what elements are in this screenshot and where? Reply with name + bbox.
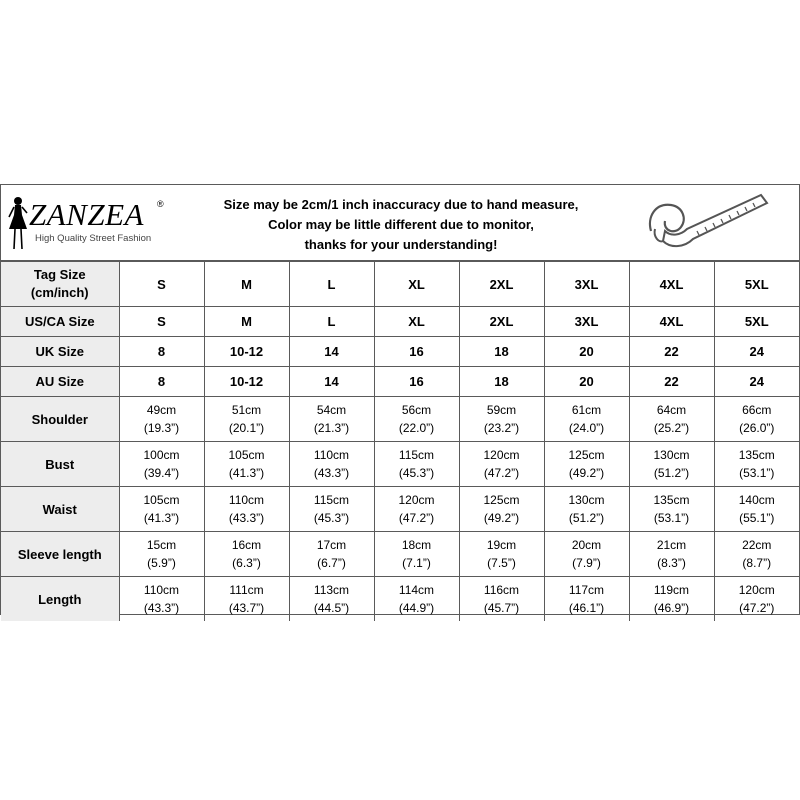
measurement-cell (289, 532, 374, 577)
measurement-cm: 66cm (742, 403, 772, 417)
size-row (1, 262, 799, 307)
size-cell: 8 (119, 367, 204, 397)
size-row (1, 307, 799, 337)
size-cell: 24 (714, 337, 799, 367)
measurement-cm: 119cm (653, 583, 690, 597)
measurement-cm: 16cm (231, 538, 262, 552)
size-cell: 4XL (629, 307, 714, 337)
measurement-cell (714, 532, 799, 577)
measurement-cm: 135cm (738, 448, 775, 462)
row-label-text: Tag Size (33, 267, 86, 282)
measurement-cell (119, 397, 204, 442)
size-cell: 22 (629, 367, 714, 397)
measurement-inch: (5.9”) (147, 556, 176, 570)
measurement-cell (629, 487, 714, 532)
measurement-cell (629, 532, 714, 577)
measurement-cell (374, 487, 459, 532)
measurement-cell (374, 532, 459, 577)
measurement-cm: 110cm (228, 493, 265, 507)
measurement-cm: 49cm (146, 403, 177, 417)
measurement-inch: (22.0”) (398, 421, 435, 435)
size-cell: 16 (374, 337, 459, 367)
measurement-cell (714, 487, 799, 532)
measure-row (1, 397, 799, 442)
measurement-cm: 20cm (571, 538, 602, 552)
measurement-inch: (19.3”) (143, 421, 180, 435)
measurement-cm: 120cm (483, 448, 520, 462)
measurement-inch: (39.4”) (143, 466, 180, 480)
measurement-cell (459, 577, 544, 622)
measurement-cm: 61cm (571, 403, 602, 417)
measurement-inch: (43.3”) (228, 511, 265, 525)
size-cell: 10-12 (204, 367, 289, 397)
measurement-inch: (7.5”) (487, 556, 516, 570)
measurement-cell (714, 442, 799, 487)
size-cell: 8 (119, 337, 204, 367)
size-cell: S (119, 262, 204, 307)
size-cell: L (289, 307, 374, 337)
measurement-cm: 114cm (398, 583, 435, 597)
measurement-cm: 130cm (568, 493, 605, 507)
measurement-cm: 54cm (316, 403, 347, 417)
measurement-cell (544, 532, 629, 577)
measurement-inch: (55.1”) (739, 511, 775, 525)
chart-header (1, 185, 799, 261)
size-cell: 10-12 (204, 337, 289, 367)
registered-mark: ® (157, 199, 164, 209)
measurement-cm: 110cm (313, 448, 350, 462)
row-label: Length (1, 577, 119, 622)
measurement-inch: (26.0”) (739, 421, 775, 435)
row-label (1, 367, 119, 397)
size-cell: 24 (714, 367, 799, 397)
measurement-inch: (44.5”) (313, 601, 350, 615)
size-cell: XL (374, 307, 459, 337)
measurement-inch: (53.1”) (653, 511, 690, 525)
measurement-cm: 111cm (229, 583, 264, 597)
measure-row (1, 577, 799, 622)
measurement-inch: (53.1”) (739, 466, 775, 480)
measurement-cell (119, 442, 204, 487)
measurement-cm: 18cm (401, 538, 432, 552)
measurement-inch: (21.3”) (313, 421, 350, 435)
measurement-cell (714, 397, 799, 442)
measurement-cm: 135cm (653, 493, 690, 507)
notice-line: Size may be 2cm/1 inch inaccuracy due to hand measure, (223, 197, 579, 212)
size-cell: 3XL (544, 307, 629, 337)
measurement-inch: (8.3”) (657, 556, 686, 570)
measurement-inch: (20.1”) (228, 421, 265, 435)
size-row (1, 337, 799, 367)
size-cell: M (204, 307, 289, 337)
size-cell: 14 (289, 337, 374, 367)
measurement-cell (714, 577, 799, 622)
measurement-cell (289, 487, 374, 532)
measurement-inch: (25.2”) (653, 421, 690, 435)
measurement-cell (629, 577, 714, 622)
measurement-inch: (45.3”) (398, 466, 435, 480)
size-cell: 3XL (544, 262, 629, 307)
measurement-notice (191, 195, 611, 255)
measurement-cm: 15cm (146, 538, 177, 552)
measurement-cell (289, 442, 374, 487)
size-cell: 5XL (714, 307, 799, 337)
woman-silhouette-icon (7, 195, 29, 253)
size-row (1, 367, 799, 397)
row-label: Sleeve length (1, 532, 119, 577)
measurement-cm: 115cm (398, 448, 435, 462)
measurement-inch: (41.3”) (228, 466, 265, 480)
measurement-inch: (51.2”) (568, 511, 605, 525)
measurement-cell (629, 397, 714, 442)
row-label-text: UK Size (35, 343, 84, 359)
measurement-cell (204, 397, 289, 442)
row-label: Shoulder (1, 397, 119, 442)
measuring-tape-icon (641, 191, 771, 255)
measurement-cm: 130cm (653, 448, 690, 462)
measurement-inch: (45.3”) (313, 511, 350, 525)
size-cell: L (289, 262, 374, 307)
measure-row (1, 442, 799, 487)
measurement-cell (459, 487, 544, 532)
measurement-cm: 19cm (486, 538, 517, 552)
measurement-inch: (7.1”) (402, 556, 431, 570)
measurement-inch: (7.9”) (572, 556, 601, 570)
size-cell: XL (374, 262, 459, 307)
size-cell: 20 (544, 337, 629, 367)
measurement-cell (459, 442, 544, 487)
measurement-inch: (8.7”) (742, 556, 772, 570)
size-cell: 2XL (459, 307, 544, 337)
measurement-cell (289, 397, 374, 442)
measurement-inch: (47.2”) (739, 601, 775, 615)
measurement-inch: (49.2”) (568, 466, 605, 480)
measurement-cell (459, 532, 544, 577)
measurement-cm: 116cm (483, 583, 520, 597)
row-label: Waist (1, 487, 119, 532)
measurement-cell (204, 442, 289, 487)
size-cell: 14 (289, 367, 374, 397)
brand-name: ZANZEA (29, 197, 144, 232)
measurement-cm: 21cm (656, 538, 687, 552)
measurement-inch: (41.3”) (143, 511, 180, 525)
measurement-cm: 105cm (143, 493, 180, 507)
measurement-cm: 56cm (401, 403, 432, 417)
measurement-cell (629, 442, 714, 487)
measurement-inch: (23.2”) (483, 421, 520, 435)
measurement-inch: (45.7”) (483, 601, 520, 615)
measurement-cell (544, 442, 629, 487)
measurement-inch: (24.0”) (568, 421, 605, 435)
measurement-cm: 59cm (486, 403, 517, 417)
measurement-cell (289, 577, 374, 622)
measurement-cell (374, 397, 459, 442)
notice-line: thanks for your understanding! (304, 237, 498, 252)
measurement-cm: 113cm (313, 583, 350, 597)
measurement-cm: 17cm (316, 538, 347, 552)
brand-logo (7, 193, 177, 255)
measurement-cm: 120cm (738, 583, 775, 597)
measurement-inch: (43.3”) (313, 466, 350, 480)
measurement-cell (544, 577, 629, 622)
size-cell: M (204, 262, 289, 307)
row-label (1, 337, 119, 367)
notice-line: Color may be little different due to monitor, (268, 217, 534, 232)
measurement-cm: 51cm (231, 403, 262, 417)
measurement-inch: (43.3”) (143, 601, 180, 615)
measurement-cell (119, 532, 204, 577)
measurement-cm: 115cm (313, 493, 350, 507)
size-table (1, 261, 799, 621)
measure-row (1, 532, 799, 577)
measurement-cm: 64cm (656, 403, 687, 417)
row-label-text: US/CA Size (24, 313, 95, 329)
size-cell: 18 (459, 337, 544, 367)
measurement-cm: 100cm (143, 448, 180, 462)
measurement-cell (544, 487, 629, 532)
size-cell: S (119, 307, 204, 337)
measurement-cell (374, 577, 459, 622)
measurement-inch: (47.2”) (483, 466, 520, 480)
measurement-inch: (43.7”) (228, 601, 265, 615)
size-cell: 20 (544, 367, 629, 397)
measurement-inch: (47.2”) (398, 511, 435, 525)
measurement-cm: 120cm (398, 493, 435, 507)
measurement-inch: (46.1”) (568, 601, 605, 615)
measurement-cm: 110cm (143, 583, 180, 597)
measure-row (1, 487, 799, 532)
row-label (1, 262, 119, 307)
measurement-inch: (44.9”) (398, 601, 435, 615)
row-label (1, 307, 119, 337)
size-cell: 22 (629, 337, 714, 367)
measurement-inch: (49.2”) (483, 511, 520, 525)
measurement-inch: (51.2”) (653, 466, 690, 480)
brand-tagline: High Quality Street Fashion (35, 233, 152, 244)
row-label: Bust (1, 442, 119, 487)
measurement-cm: 22cm (742, 538, 772, 552)
measurement-cm: 125cm (568, 448, 605, 462)
measurement-cell (204, 577, 289, 622)
measurement-cm: 105cm (228, 448, 265, 462)
measurement-cell (459, 397, 544, 442)
size-cell: 16 (374, 367, 459, 397)
measurement-cell (374, 442, 459, 487)
measurement-inch: (6.3”) (232, 556, 261, 570)
measurement-cm: 140cm (738, 493, 775, 507)
size-cell: 2XL (459, 262, 544, 307)
size-cell: 5XL (714, 262, 799, 307)
measurement-inch: (46.9”) (653, 601, 690, 615)
measurement-cell (204, 487, 289, 532)
row-label-text: AU Size (35, 373, 84, 389)
measurement-cell (119, 487, 204, 532)
measurement-cm: 117cm (568, 583, 605, 597)
measurement-cell (119, 577, 204, 622)
size-cell: 4XL (629, 262, 714, 307)
measurement-cm: 125cm (483, 493, 520, 507)
size-chart (0, 184, 800, 615)
measurement-cell (204, 532, 289, 577)
measurement-cell (544, 397, 629, 442)
measurement-inch: (6.7”) (317, 556, 346, 570)
size-cell: 18 (459, 367, 544, 397)
row-label-text: (cm/inch) (30, 285, 89, 300)
